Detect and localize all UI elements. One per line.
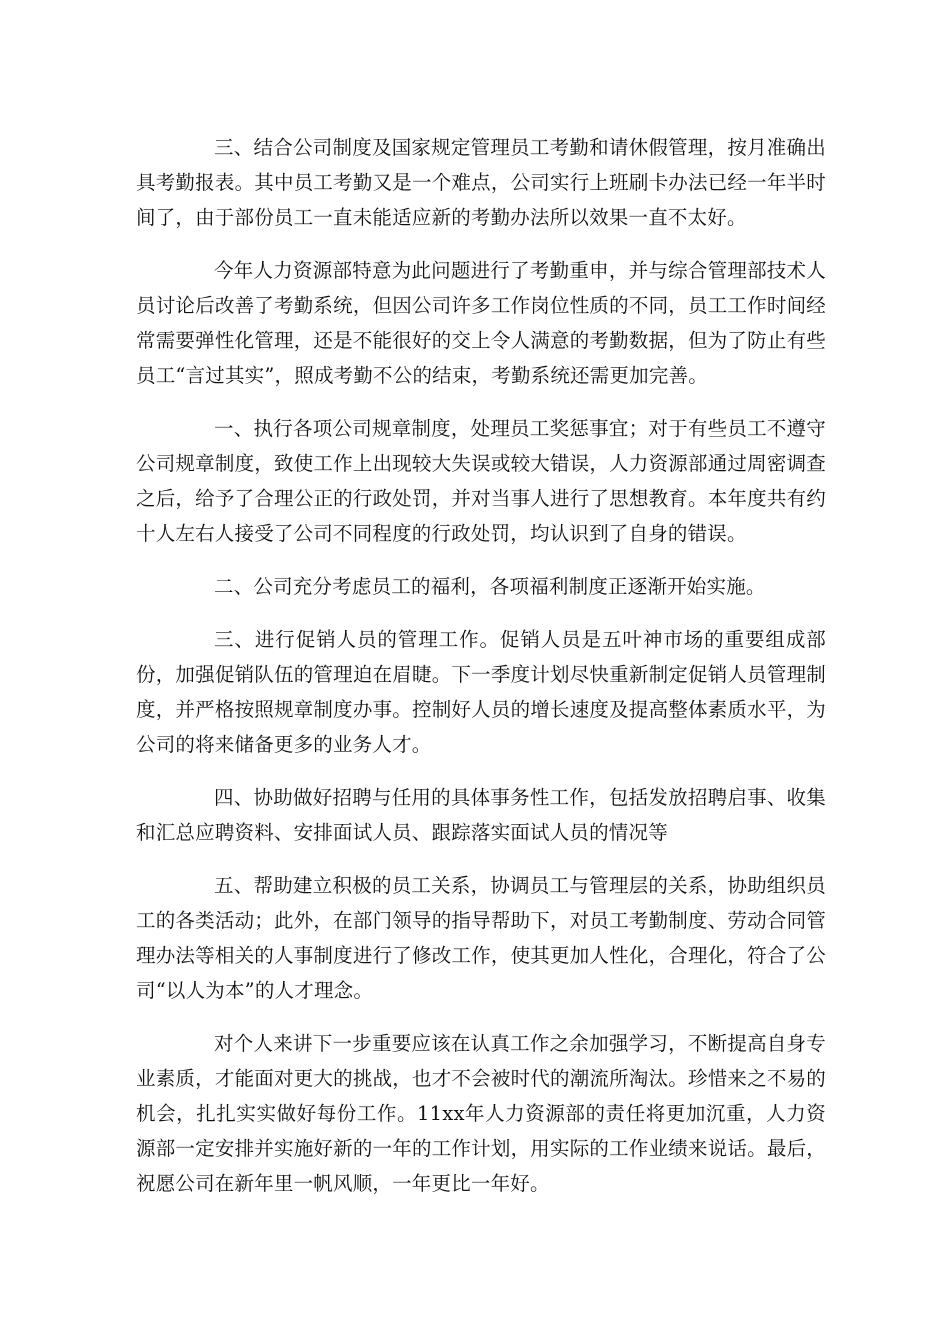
paragraph-personal-plan: 对个人来讲下一步重要应该在认真工作之余加强学习，不断提高自身专业素质，才能面对更大的挑战，也才不会被时代的潮流所淘汰。珍惜来之不易的机会，扎扎实实做好每份工作。11xx年人力资源部的责任将更加沉重，人力资源部一定安排并实施好新的一年的工作计划，用实际的工作业绩来说话。最后，祝愿公司在新年里一帆风顺，一年更比一年好。 [136, 1032, 826, 1195]
paragraph-attendance-system: 今年人力资源部特意为此问题进行了考勤重申，并与综合管理部技术人员讨论后改善了考勤系统，但因公司许多工作岗位性质的不同，员工工作时间经常需要弹性化管理，还是不能很好的交上令人满意的考勤数据，但为了防止有些员工“言过其实”，照成考勤不公的结束，考勤系统还需更加完善。 [136, 259, 826, 387]
paragraph-recruitment: 四、协助做好招聘与任用的具体事务性工作，包括发放招聘启事、收集和汇总应聘资料、安排面试人员、跟踪落实面试人员的情况等 [136, 786, 826, 844]
paragraph-welfare: 二、公司充分考虑员工的福利，各项福利制度正逐渐开始实施。 [214, 575, 766, 598]
paragraph-rules-discipline: 一、执行各项公司规章制度，处理员工奖惩事宜；对于有些员工不遵守公司规章制度，致使工作上出现较大失误或较大错误，人力资源部通过周密调查之后，给予了合理公正的行政处罚，并对当事人进行了思想教育。本年度共有约十人左右人接受了公司不同程度的行政处罚，均认识到了自身的错误。 [136, 417, 826, 545]
paragraph-employee-relations: 五、帮助建立积极的员工关系，协调员工与管理层的关系，协助组织员工的各类活动；此外，在部门领导的指导帮助下，对员工考勤制度、劳动合同管理办法等相关的人事制度进行了修改工作，使其更加人性化，合理化，符合了公司“以人为本”的人才理念。 [136, 874, 826, 1002]
paragraph-promotion-staff: 三、进行促销人员的管理工作。促销人员是五叶神市场的重要组成部份，加强促销队伍的管理迫在眉睫。下一季度计划尽快重新制定促销人员管理制度，并严格按照规章制度办事。控制好人员的增长速度及提高整体素质水平，为公司的将来储备更多的业务人才。 [136, 628, 826, 756]
paragraph-attendance: 三、结合公司制度及国家规定管理员工考勤和请休假管理，按月准确出具考勤报表。其中员工考勤又是一个难点，公司实行上班刷卡办法已经一年半时间了，由于部份员工一直未能适应新的考勤办法所以效果一直不太好。 [136, 136, 826, 229]
document-body [136, 130, 826, 1219]
